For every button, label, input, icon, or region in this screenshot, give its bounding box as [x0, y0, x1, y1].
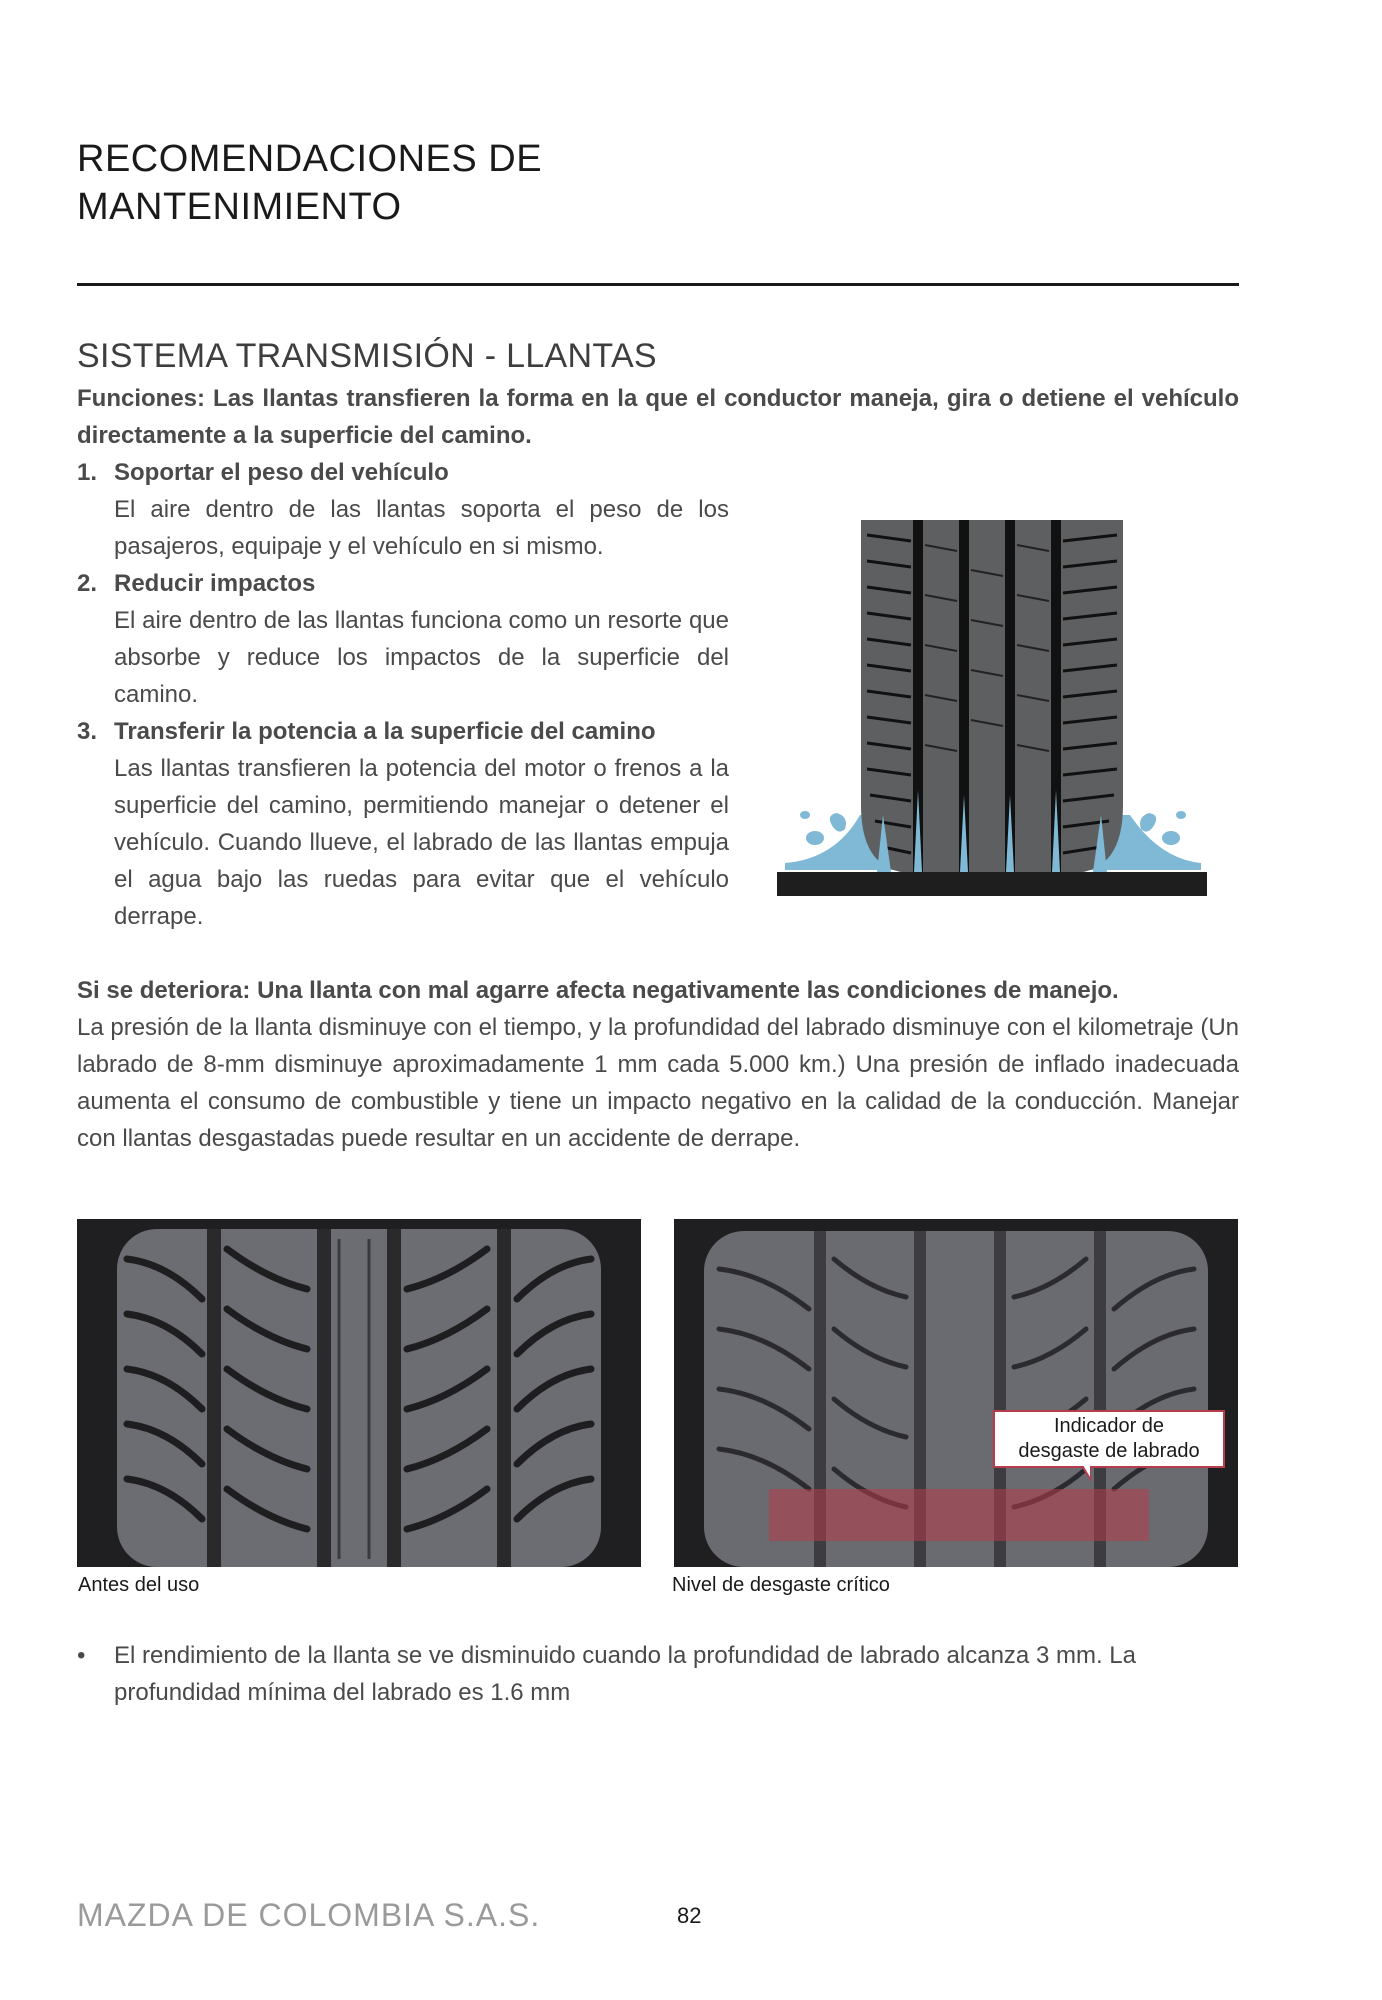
- wear-indicator-band: [769, 1489, 1149, 1541]
- list-item-heading: Soportar el peso del vehículo: [114, 459, 449, 486]
- list-item-number: 3.: [77, 718, 98, 745]
- tire-water-svg: [775, 515, 1211, 900]
- title-divider: [77, 283, 1239, 286]
- page-number: 82: [677, 1903, 702, 1928]
- functions-list: [77, 454, 729, 935]
- deterioration-section: [77, 972, 1239, 1157]
- worn-tire-caption: Nivel de desgaste crítico: [672, 1574, 890, 1596]
- new-tire-caption: Antes del uso: [78, 1574, 200, 1596]
- section-title: SISTEMA TRANSMISIÓN - LLANTAS: [77, 337, 657, 375]
- wear-indicator-callout: [993, 1410, 1225, 1468]
- road-surface: [777, 872, 1207, 896]
- list-item-number: 2.: [77, 570, 98, 597]
- callout-line2: desgaste de labrado: [1018, 1440, 1200, 1462]
- tread-depth-note-text: El rendimiento de la llanta se ve disminuido cuando la profundidad de labrado alcanza 3 mm. La profundidad mínima del labrado es 1.6 mm: [114, 1642, 1136, 1706]
- tire-water-illustration: [775, 515, 1211, 900]
- list-item: [77, 713, 729, 935]
- functions-paragraph: Funciones: Las llantas transfieren la forma en la que el conductor maneja, gira o detiene el vehículo directamente a la superficie del camino.: [77, 385, 1239, 449]
- list-item-number: 1.: [77, 459, 98, 486]
- list-item-text: Las llantas transfieren la potencia del motor o frenos a la superficie del camino, permitiendo manejar o detener el vehículo. Cuando llueve, el labrado de las llantas empuja el agua bajo las ruedas para evitar que el vehículo derrape.: [114, 755, 729, 930]
- list-item-heading: Transferir la potencia a la superficie del camino: [114, 718, 656, 745]
- callout-pointer-fill: [1083, 1465, 1090, 1477]
- tread-depth-note: [77, 1637, 1239, 1711]
- footer-brand: MAZDA DE COLOMBIA S.A.S.: [77, 1897, 541, 1933]
- new-tire-photo: [77, 1219, 641, 1567]
- new-tire-svg: [77, 1219, 641, 1567]
- worn-tire-svg: [674, 1219, 1238, 1567]
- deterioration-body: La presión de la llanta disminuye con el tiempo, y la profundidad del labrado disminuye con el kilometraje (Un labrado de 8-mm disminuye aproximadamente 1 mm cada 5.000 km.) Una presión de inflado inadecuada aumenta el consumo de combustible y tiene un impacto negativo en la calidad de la conducción. Manejar con llantas desgastadas puede resultar en un accidente de derrape.: [77, 1014, 1239, 1152]
- list-item: [77, 454, 729, 565]
- deterioration-heading: Si se deteriora: Una llanta con mal agarre afecta negativamente las condiciones de manejo.: [77, 977, 1119, 1004]
- list-item: [77, 565, 729, 713]
- list-item-text: El aire dentro de las llantas soporta el peso de los pasajeros, equipaje y el vehículo en si mismo.: [114, 496, 729, 560]
- bullet-icon: •: [77, 1642, 86, 1669]
- callout-line1: Indicador de: [1053, 1415, 1165, 1437]
- page-title-line2: MANTENIMIENTO: [77, 186, 402, 228]
- page-title: [77, 135, 542, 231]
- list-item-heading: Reducir impactos: [114, 570, 316, 597]
- page-title-line1: RECOMENDACIONES DE: [77, 138, 543, 180]
- worn-tire-photo: [674, 1219, 1238, 1567]
- list-item-text: El aire dentro de las llantas funciona como un resorte que absorbe y reduce los impactos de la superficie del camino.: [114, 607, 729, 708]
